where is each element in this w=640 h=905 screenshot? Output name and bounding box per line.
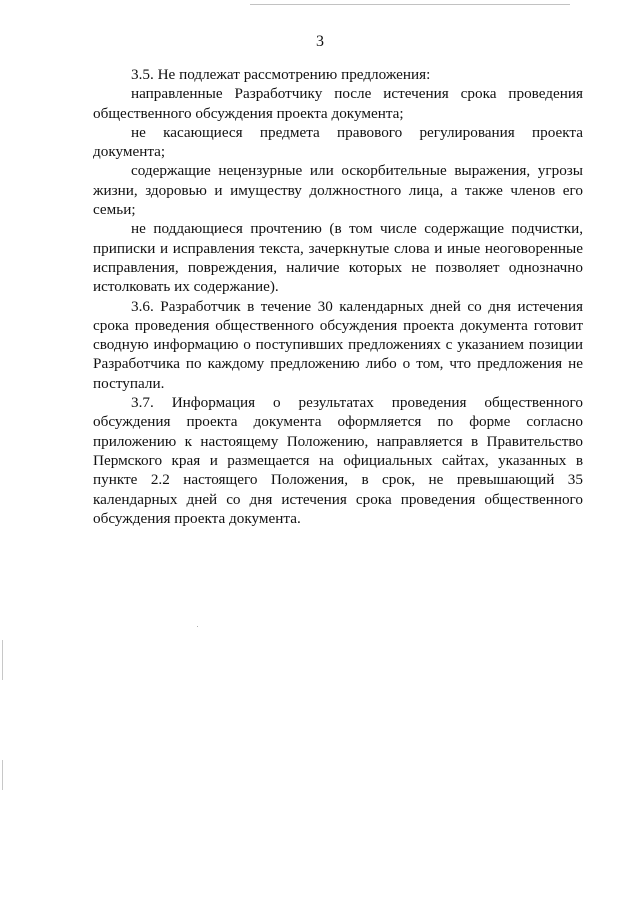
paragraph-item-after-deadline: направленные Разработчику после истечения срока проведения общественного обсуждения проекта документа; <box>93 85 583 122</box>
document-body <box>93 65 583 528</box>
scan-speck <box>197 626 198 627</box>
scan-artifact-edge <box>2 760 3 790</box>
paragraph-3-7: 3.7. Информация о результатах проведения общественного обсуждения проекта документа оформляется по форме согласно приложению к настоящему Положению, направляется в Правительство Пермского края и размещается на официальных сайтах, указанных в пункте 2.2 настоящего Положения, в срок, не превышающий 35 календарных дней со дня истечения срока проведения общественного обсуждения проекта документа. <box>93 394 583 527</box>
scan-artifact-edge <box>2 640 3 680</box>
paragraph-item-off-topic: не касающиеся предмета правового регулирования проекта документа; <box>93 123 583 161</box>
paragraph-item-obscene: содержащие нецензурные или оскорбительные выражения, угрозы жизни, здоровью и имуществу должностного лица, а также членов его семьи; <box>93 162 583 219</box>
paragraph-item-illegible: не поддающиеся прочтению (в том числе содержащие подчистки, приписки и исправления текста, зачеркнутые слова и иные неоговоренные исправления, повреждения, наличие которых не позволяет однозначно истолковать их содержание). <box>93 220 583 296</box>
page-number: 3 <box>316 33 324 50</box>
paragraph-3-6: 3.6. Разработчик в течение 30 календарных дней со дня истечения срока проведения общественного обсуждения проекта документа готовит сводную информацию о поступивших предложениях с указанием позиции Разработчика по каждому предложению либо о том, что предложения не поступали. <box>93 297 583 392</box>
scan-artifact-line <box>250 4 570 5</box>
paragraph-3-5-heading: 3.5. Не подлежат рассмотрению предложения: <box>131 66 431 83</box>
